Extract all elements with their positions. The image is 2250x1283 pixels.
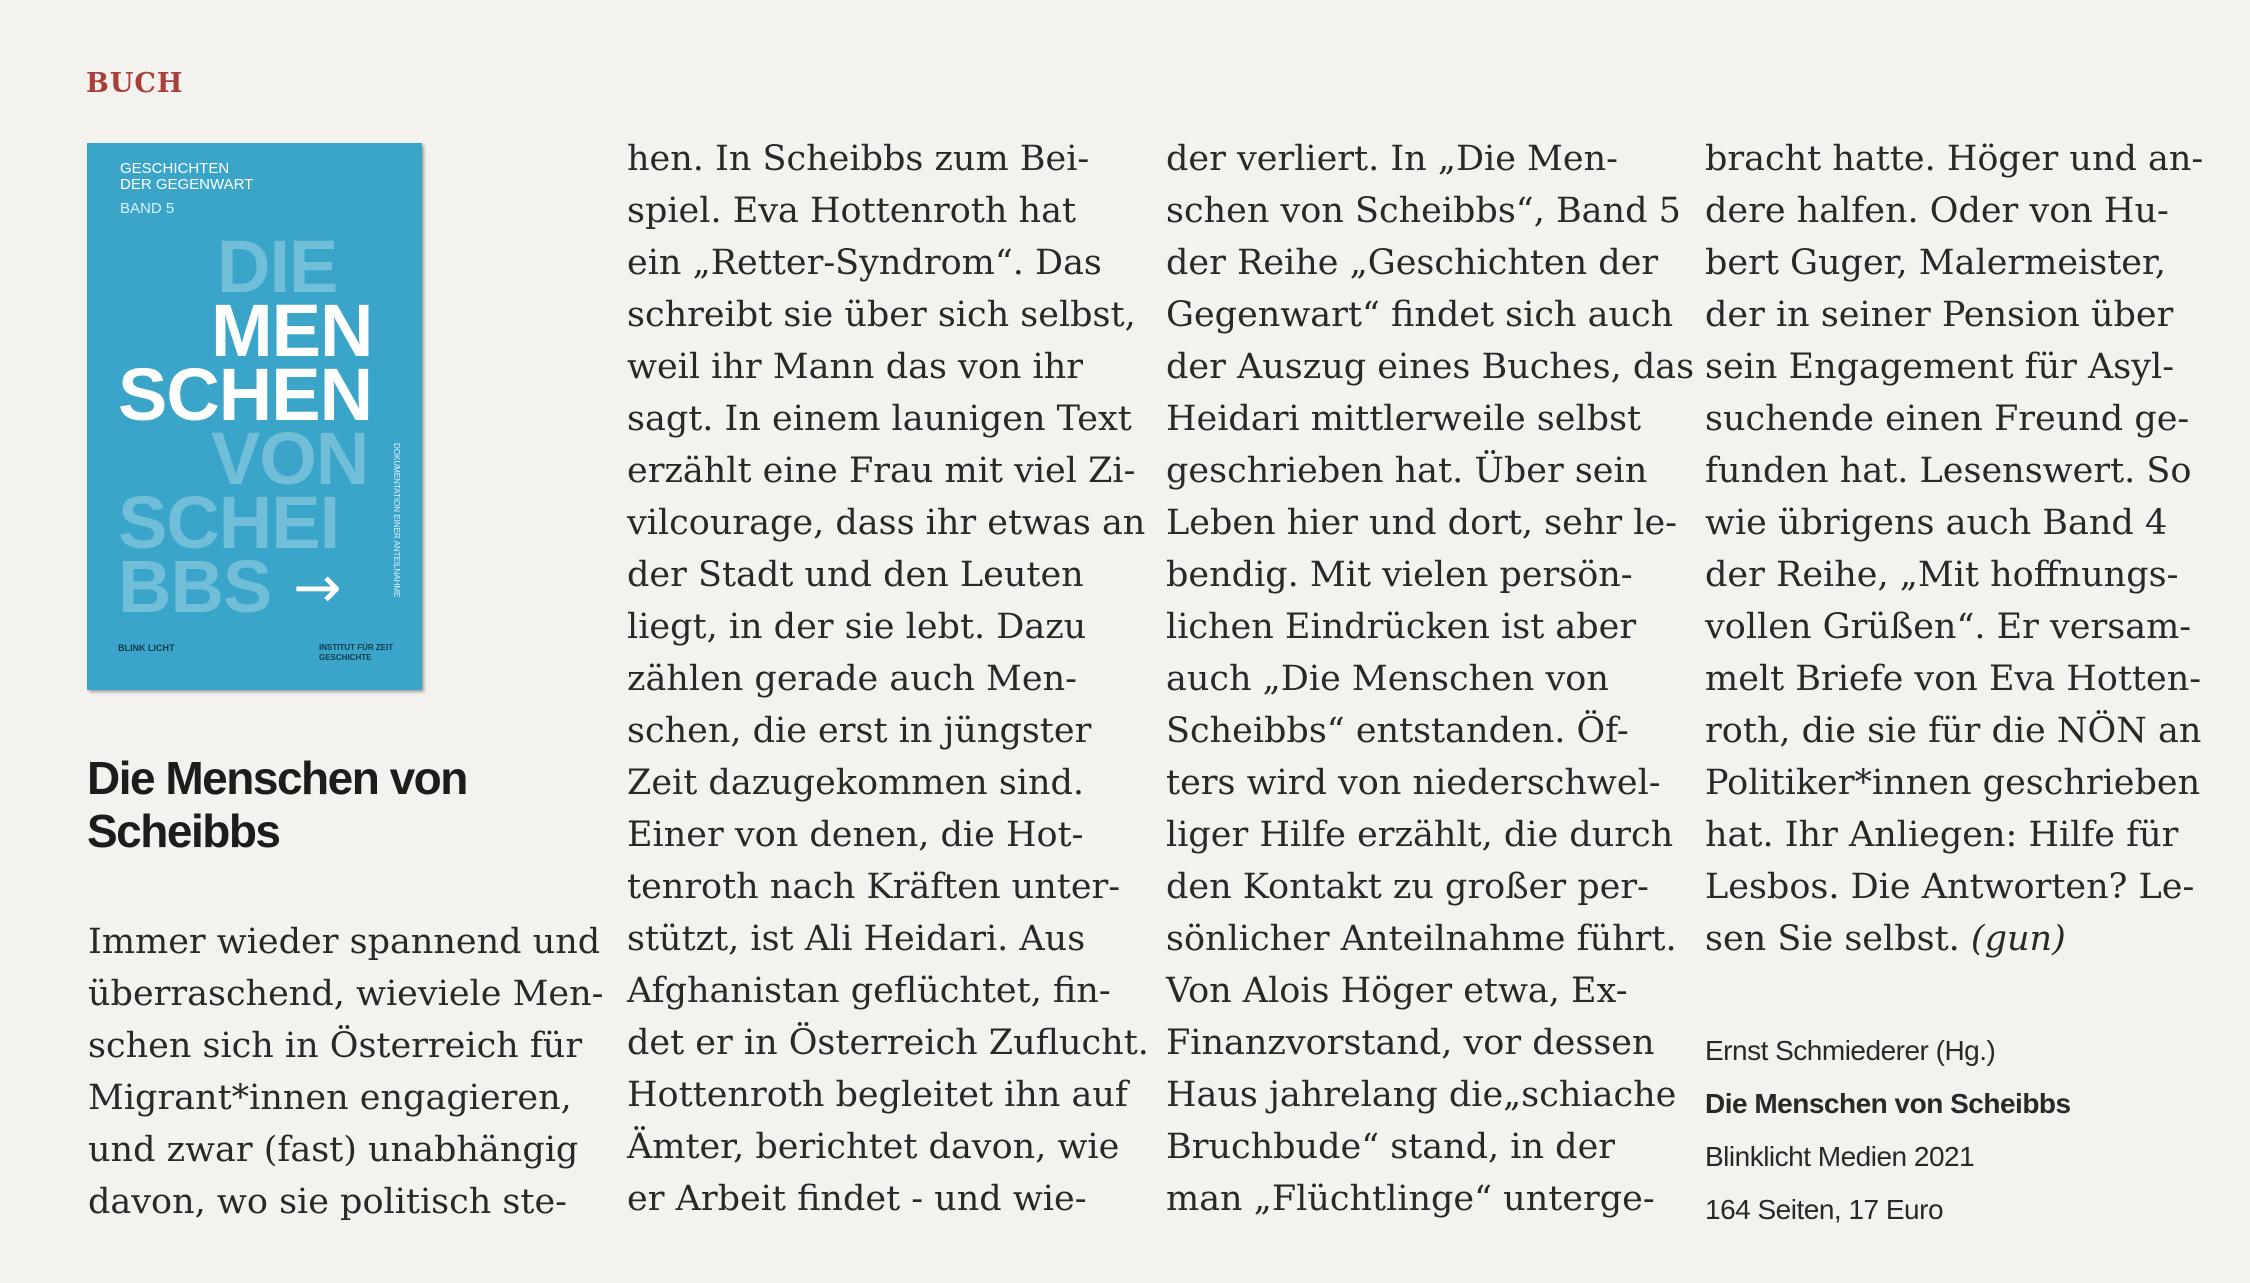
text-line: Ämter, berichtet davon, wie [627,1127,1120,1167]
text-line: weil ihr Mann das von ihr [627,347,1084,387]
cover-word-schei: SCHEI [118,481,340,564]
text-line: hen. In Scheibbs zum Bei- [627,139,1090,179]
headline-line: Scheibbs [87,805,280,857]
text-line: schen von Scheibbs“, Band 5 [1166,191,1681,231]
text-line: bracht hatte. Höger und an- [1705,139,2204,179]
cover-side-text: DOKUMENTATION EINER ANTEILNAHME [392,443,401,598]
cover-institute-logo: INSTITUT FÜR ZEIT GESCHICHTE [319,643,394,662]
text-line: liger Hilfe erzählt, die durch [1166,815,1674,855]
text-line: der Reihe „Geschichten der [1166,243,1659,283]
text-line: melt Briefe von Eva Hotten- [1705,659,2202,699]
text-line: der verliert. In „Die Men- [1166,139,1618,179]
cover-word-von: VON [211,417,369,500]
text-line: Zeit dazugekommen sind. [627,763,1085,803]
text-line: der in seiner Pension über [1705,295,2174,335]
text-line: Scheibbs“ entstanden. Öf- [1166,711,1629,751]
text-line: hat. Ihr Anliegen: Hilfe für [1705,815,2179,855]
headline-line: Die Menschen von [87,752,467,804]
text-line: und zwar (fast) unabhängig [88,1130,579,1170]
text-line-last: sen Sie selbst. [1705,919,1960,959]
text-line: Migrant*innen engagieren, [88,1078,572,1118]
body-column-2 [627,133,1149,1225]
cover-series-line1: GESCHICHTEN [120,160,230,177]
text-line: schen, die erst in jüngster [627,711,1092,751]
body-column-3 [1166,133,1694,1225]
text-line: det er in Österreich Zuflucht. [627,1023,1149,1063]
text-line: zählen gerade auch Men- [627,659,1077,699]
text-line: geschrieben hat. Über sein [1166,451,1648,491]
text-line: den Kontakt zu großer per- [1166,867,1649,907]
text-line: dere halfen. Oder von Hu- [1705,191,2169,231]
text-line: roth, die sie für die NÖN an [1705,711,2202,751]
text-line: wie übrigens auch Band 4 [1705,503,2168,543]
cover-word-bbs: BBS [118,545,272,628]
section-label: BUCH [86,68,184,99]
text-line: bendig. Mit vielen persön- [1166,555,1633,595]
text-line: Bruchbude“ stand, in der [1166,1127,1616,1167]
text-line: suchende einen Freund ge- [1705,399,2190,439]
body-column-4 [1705,133,2203,965]
text-line: ters wird von niederschwel- [1166,763,1661,803]
text-line: Hottenroth begleitet ihn auf [627,1075,1128,1115]
text-line: Lesbos. Die Antworten? Le- [1705,867,2195,907]
text-line: liegt, in der sie lebt. Dazu [627,607,1087,647]
text-line: der Stadt und den Leuten [627,555,1084,595]
text-line: schreibt sie über sich selbst, [627,295,1136,335]
text-line: überraschend, wieviele Men- [88,974,604,1014]
text-line: davon, wo sie politisch ste- [88,1182,567,1222]
text-line: sein Engagement für Asyl- [1705,347,2175,387]
text-line: man „Flüchtlinge“ unterge- [1166,1179,1655,1219]
credit-editor: Ernst Schmiederer (Hg.) [1705,1035,1996,1066]
text-line: der Reihe, „Mit hoffnungs- [1705,555,2179,595]
text-line: lichen Eindrücken ist aber [1166,607,1637,647]
cover-word-die: DIE [217,225,338,308]
credit-title: Die Menschen von Scheibbs [1705,1088,2071,1119]
text-line: bert Guger, Malermeister, [1705,243,2166,283]
text-line: vilcourage, dass ihr etwas an [627,503,1146,543]
cover-series-line2: DER GEGENWART [120,176,254,193]
credit-details: 164 Seiten, 17 Euro [1705,1194,1944,1225]
book-credit [1705,1024,2071,1236]
text-line: Immer wieder spannend und [88,922,601,962]
text-line: vollen Grüßen“. Er versam- [1705,607,2192,647]
text-line: Finanzvorstand, vor dessen [1166,1023,1655,1063]
text-line: sagt. In einem launigen Text [627,399,1132,439]
author-signoff: (gun) [1970,919,2066,959]
text-line: sönlicher Anteilnahme führt. [1166,919,1677,959]
text-line: Einer von denen, die Hot- [627,815,1084,855]
text-line: er Arbeit findet - und wie- [627,1179,1087,1219]
article-headline [87,752,607,858]
arrow-right-icon: → [293,553,342,621]
text-line: schen sich in Österreich für [88,1026,583,1066]
text-line: Afghanistan geflüchtet, fin- [627,971,1111,1011]
cover-word-schen: SCHEN [118,353,373,436]
text-line: Leben hier und dort, sehr le- [1166,503,1677,543]
cover-series [120,161,253,217]
text-line: funden hat. Lesenswert. So [1705,451,2192,491]
book-cover [87,143,422,690]
cover-band: BAND 5 [120,200,175,217]
text-line: Haus jahrelang die„schiache [1166,1075,1677,1115]
text-line: tenroth nach Kräften unter- [627,867,1121,907]
text-line: ein „Retter-Syndrom“. Das [627,243,1102,283]
text-line: Von Alois Höger etwa, Ex- [1166,971,1628,1011]
body-column-1 [88,916,604,1228]
text-line: Heidari mittlerweile selbst [1166,399,1642,439]
text-line: Politiker*innen geschrieben [1705,763,2201,803]
text-line: auch „Die Menschen von [1166,659,1609,699]
text-line: spiel. Eva Hottenroth hat [627,191,1077,231]
credit-publisher: Blinklicht Medien 2021 [1705,1141,1975,1172]
text-line: erzählt eine Frau mit viel Zi- [627,451,1136,491]
cover-publisher-logo: BLINK LICHT [118,643,175,653]
text-line: Gegenwart“ findet sich auch [1166,295,1674,335]
text-line: der Auszug eines Buches, das [1166,347,1695,387]
cover-word-men: MEN [211,289,373,372]
text-line [1705,913,2203,965]
text-line: stützt, ist Ali Heidari. Aus [627,919,1086,959]
